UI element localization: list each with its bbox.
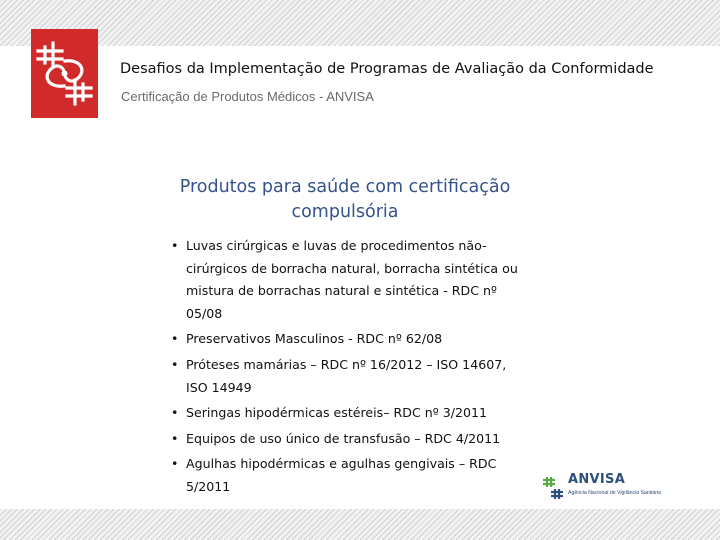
content-heading: [165, 175, 525, 225]
bottom-decorative-band: [0, 509, 720, 540]
page-subtitle: Certificação de Produtos Médicos - ANVISA: [121, 89, 374, 104]
list-item: • Luvas cirúrgicas e luvas de procedimentos não-cirúrgicos de borracha natural, borracha sintética ou mistura de borrachas natural e sintética - RDC nº 05/08: [165, 235, 525, 325]
list-item: • Agulhas hipodérmicas e agulhas gengivais – RDC 5/2011: [165, 453, 525, 498]
top-decorative-band: [0, 0, 720, 46]
page-title: Desafios da Implementação de Programas de Avaliação da Conformidade: [120, 61, 654, 77]
list-item: • Próteses mamárias – RDC nº 16/2012 – ISO 14607, ISO 14949: [165, 354, 525, 399]
content-heading-line-1: Produtos para saúde com certificação: [179, 177, 511, 197]
list-item: • Seringas hipodérmicas estéreis– RDC nº 3/2011: [165, 402, 525, 425]
slide-content: [165, 175, 525, 502]
anvisa-mark-icon: [542, 475, 564, 501]
anvisa-logo: [540, 470, 675, 504]
product-list: [165, 235, 525, 499]
institution-logo-icon: [31, 29, 98, 118]
institution-logo: [31, 29, 98, 118]
anvisa-name: ANVISA: [568, 472, 626, 487]
list-item: • Equipos de uso único de transfusão – RDC 4/2011: [165, 428, 525, 451]
list-item: • Preservativos Masculinos - RDC nº 62/08: [165, 328, 525, 351]
content-heading-line-2: compulsória: [291, 202, 399, 222]
anvisa-subtitle: Agência Nacional de Vigilância Sanitária: [568, 490, 662, 496]
